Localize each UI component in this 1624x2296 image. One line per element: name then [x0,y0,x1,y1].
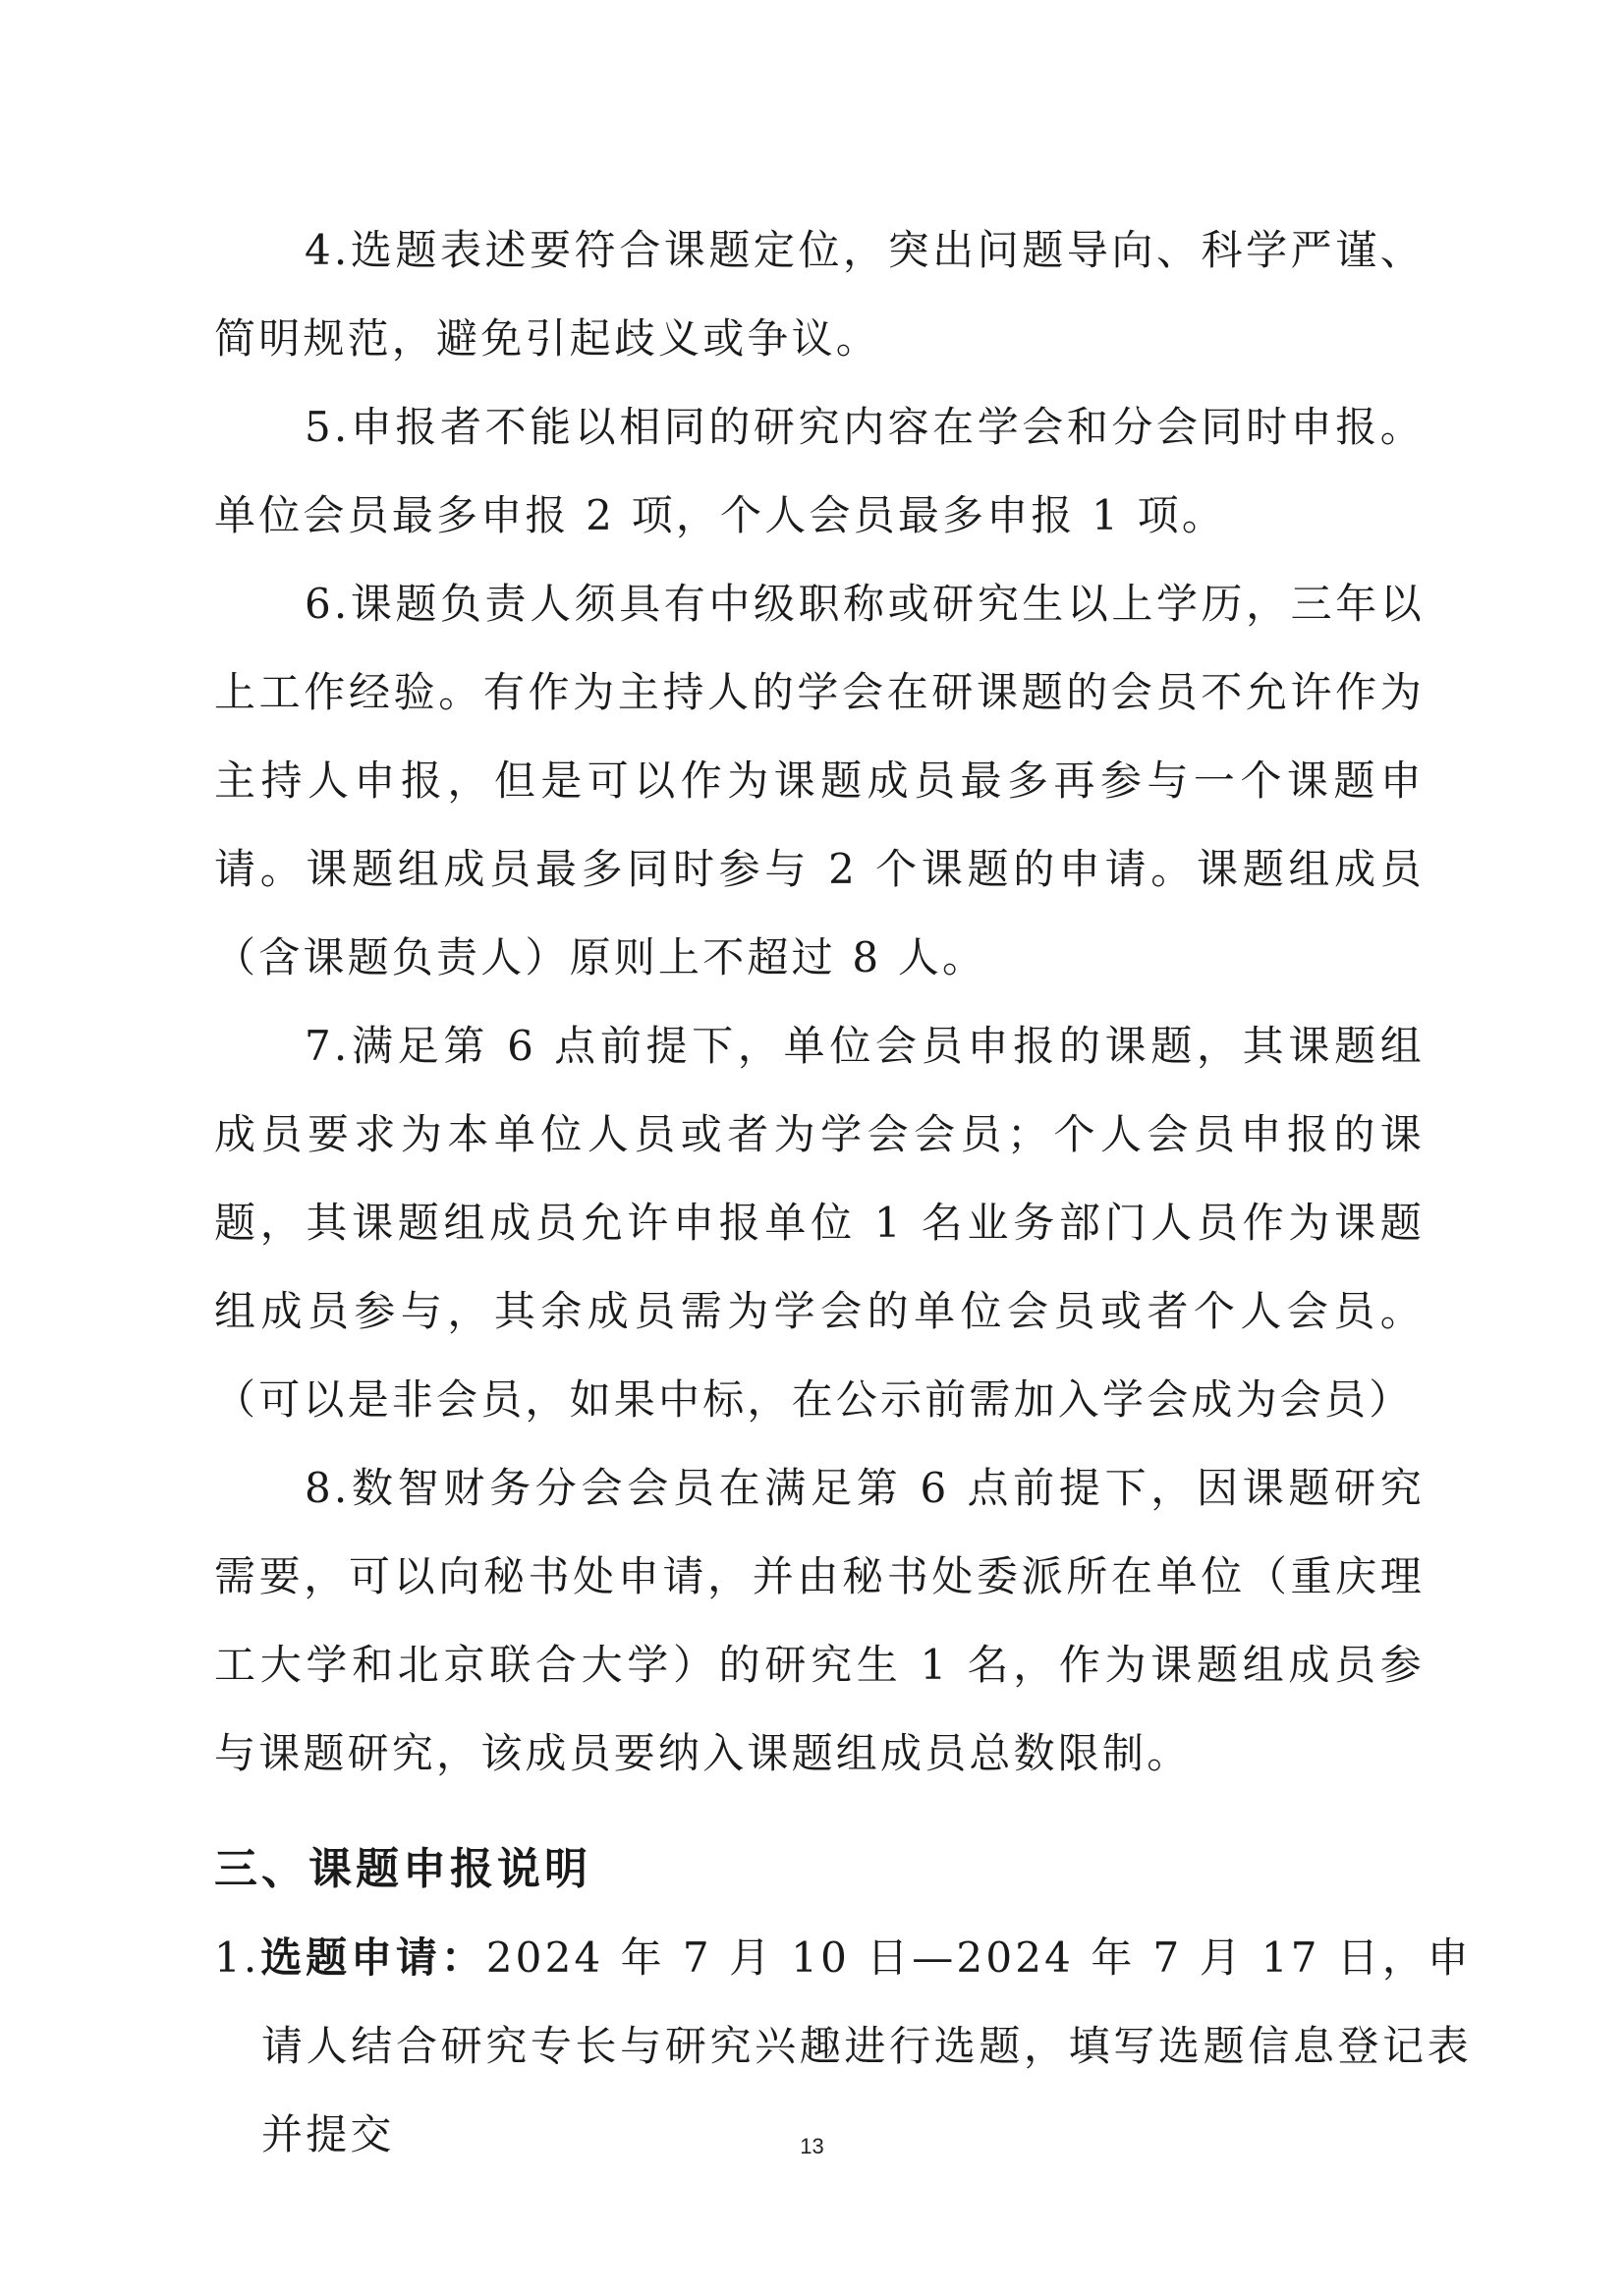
paragraph-4: 4.选题表述要符合课题定位，突出问题导向、科学严谨、简明规范，避免引起歧义或争议。 [214,226,1425,363]
paragraph-7: 7.满足第 6 点前提下，单位会员申报的课题，其课题组成员要求为本单位人员或者为学会会员；个人会员申报的课题，其课题组成员允许申报单位 1 名业务部门人员作为课题组成员参与，其余成员需为学会的单位会员或者个人会员。（可以是非会员，如果中标，在公示前需加入学会成为会员） [214,1022,1425,1424]
step-1-text: 2024 年 7 月 10 日—2024 年 7 月 17 日，申请人结合研究专长与研究兴趣进行选题，填写选题信息登记表并提交 [261,1933,1472,2158]
paragraph-6: 6.课题负责人须具有中级职称或研究生以上学历，三年以上工作经验。有作为主持人的学会在研课题的会员不允许作为主持人申报，但是可以作为课题成员最多再参与一个课题申请。课题组成员最多同时参与 2 个课题的申请。课题组成员（含课题负责人）原则上不超过 8 人。 [214,580,1425,981]
paragraph-8: 8.数智财务分会会员在满足第 6 点前提下，因课题研究需要，可以向秘书处申请，并由秘书处委派所在单位（重庆理工大学和北京联合大学）的研究生 1 名，作为课题组成员参与课题研究，该成员要纳入课题组成员总数限制。 [214,1464,1425,1777]
step-1-label: 选题申请： [259,1933,486,1982]
document-body [214,206,1425,1798]
section-heading: 三、课题申报说明 [214,1844,591,1894]
page-number: 13 [800,2134,824,2158]
paragraph-5: 5.申报者不能以相同的研究内容在学会和分会同时申报。单位会员最多申报 2 项，个人会员最多申报 1 项。 [214,403,1425,539]
step-1-number: 1. [214,1933,260,1982]
